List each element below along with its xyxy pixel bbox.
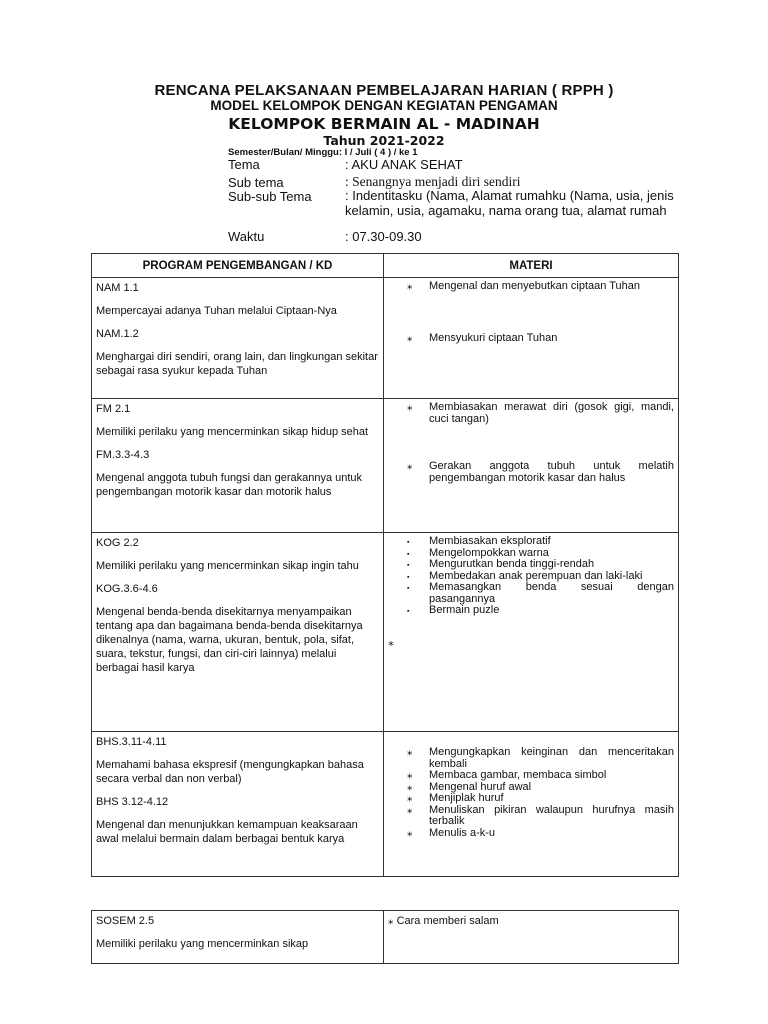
kd-text: Mempercayai adanya Tuhan melalui Ciptaan-Nya bbox=[96, 305, 337, 317]
materi-item: ⁎ Mengenal dan menyebutkan ciptaan Tuhan bbox=[407, 280, 640, 292]
kd-text: Mengenal benda-benda disekitarnya menyampaikan tentang apa dan bagaimana benda-benda disekitarnya dikenalnya (nama, warna, ukuran, bentuk, pola, sifat, suara, tekstur, fungsi, dan ciri-ciri lainnya) melalui berbagai hasil karya bbox=[96, 606, 363, 674]
kd-text: Memiliki perilaku yang mencerminkan sikap bbox=[96, 938, 309, 950]
kd-code: NAM.1.2 bbox=[96, 328, 139, 340]
square-bullet-icon: ▪ bbox=[407, 585, 410, 592]
tema-value: : AKU ANAK SEHAT bbox=[345, 157, 463, 172]
square-bullet-icon: ▪ bbox=[407, 539, 410, 546]
table-row bbox=[92, 911, 679, 964]
rpph-table bbox=[91, 253, 679, 877]
materi-item: ⁎ Mengungkapkan keinginan dan menceritakan kembali bbox=[407, 746, 674, 770]
kd-code: NAM 1.1 bbox=[96, 282, 139, 294]
kd-code: FM.3.3-4.3 bbox=[96, 449, 150, 461]
materi-item: Cara memberi salam bbox=[396, 915, 499, 927]
materi-cell bbox=[384, 533, 679, 732]
kd-code: BHS.3.11-4.11 bbox=[96, 736, 167, 748]
materi-item: ⁎ Membaca gambar, membaca simbol bbox=[407, 769, 607, 781]
materi-item: ⁎ Gerakan anggota tubuh untuk melatih pengembangan motorik kasar dan halus bbox=[407, 460, 674, 484]
materi-item: ▪ Bermain puzle bbox=[407, 604, 500, 616]
materi-cell bbox=[384, 732, 679, 877]
subsubtema-label: Sub-sub Tema bbox=[228, 189, 312, 204]
waktu-label: Waktu bbox=[228, 229, 265, 244]
semester-info: Semester/Bulan/ Minggu: I / Juli ( 4 ) / ke 1 bbox=[228, 147, 418, 158]
materi-cell bbox=[384, 278, 679, 399]
kd-text: Memiliki perilaku yang mencerminkan sikap ingin tahu bbox=[96, 560, 359, 572]
kd-code: SOSEM 2.5 bbox=[96, 915, 155, 927]
star-bullet-icon: ⁎ bbox=[407, 769, 413, 781]
tema-label: Tema bbox=[228, 157, 260, 172]
square-bullet-icon: ▪ bbox=[407, 550, 410, 558]
star-bullet-icon: ⁎ bbox=[407, 803, 413, 816]
kd-text: Mengenal anggota tubuh fungsi dan gerakannya untuk pengembangan motorik kasar dan motorik halus bbox=[96, 472, 363, 498]
star-bullet-icon: ⁎ bbox=[407, 460, 413, 472]
kd-text: Mengenal dan menunjukkan kemampuan keaksaraan awal melalui bermain dalam berbagai bentuk karya bbox=[96, 819, 358, 845]
table-row bbox=[92, 399, 679, 533]
table-row bbox=[92, 533, 679, 732]
subtema-label: Sub tema bbox=[228, 175, 284, 190]
star-bullet-icon: ⁎ bbox=[407, 746, 413, 758]
square-bullet-icon: ▪ bbox=[407, 573, 410, 581]
kd-text: Memahami bahasa ekspresif (mengungkapkan bahasa secara verbal dan non verbal) bbox=[96, 759, 364, 785]
waktu-value: : 07.30-09.30 bbox=[345, 229, 422, 244]
kd-text: Memiliki perilaku yang mencerminkan sikap hidup sehat bbox=[96, 426, 369, 438]
subtema-value: : Senangnya menjadi diri sendiri bbox=[345, 174, 521, 189]
model-subtitle: MODEL KELOMPOK DENGAN KEGIATAN PENGAMAN bbox=[210, 98, 558, 113]
materi-item: ⁎ Menulis a-k-u bbox=[407, 826, 496, 839]
rpph-table-continued bbox=[91, 910, 679, 964]
star-bullet-icon: ⁎ bbox=[407, 331, 413, 344]
materi-item: ⁎ Menuliskan pikiran walaupun hurufnya masih terbalik bbox=[407, 803, 674, 827]
materi-item: ⁎ Membiasakan merawat diri (gosok gigi, mandi, cuci tangan) bbox=[407, 401, 674, 425]
table-header-row bbox=[92, 254, 679, 278]
header-program: PROGRAM PENGEMBANGAN / KD bbox=[92, 254, 384, 278]
table-row bbox=[92, 278, 679, 399]
materi-item: ▪ Membiasakan eksploratif bbox=[407, 535, 551, 547]
materi-item: ⁎ Mensyukuri ciptaan Tuhan bbox=[407, 331, 558, 344]
materi-item: ▪ Memasangkan benda sesuai dengan pasangannya bbox=[407, 581, 674, 605]
star-bullet-icon: ⁎ bbox=[407, 280, 413, 292]
materi-item: ▪ Mengelompokkan warna bbox=[407, 546, 549, 559]
star-bullet-icon: ⁎ bbox=[388, 915, 394, 927]
square-bullet-icon: ▪ bbox=[407, 608, 410, 615]
kd-code: BHS 3.12-4.12 bbox=[96, 796, 169, 808]
kd-code: FM 2.1 bbox=[96, 403, 131, 415]
subsubtema-value: : Indentitasku (Nama, Alamat rumahku (Nama, usia, jenis kelamin, usia, agamaku, nama orang tua, alamat rumah bbox=[345, 188, 674, 218]
header-materi: MATERI bbox=[384, 254, 679, 278]
kd-cell bbox=[92, 732, 384, 877]
kd-text: Menghargai diri sendiri, orang lain, dan lingkungan sekitar sebagai rasa syukur kepada Tuhan bbox=[96, 351, 378, 377]
school-year: Tahun 2021-2022 bbox=[323, 133, 445, 148]
materi-cell bbox=[384, 399, 679, 533]
group-name: KELOMPOK BERMAIN AL - MADINAH bbox=[228, 115, 540, 133]
table-row bbox=[92, 732, 679, 877]
materi-cell bbox=[384, 911, 679, 964]
kd-code: KOG 2.2 bbox=[96, 537, 139, 549]
materi-item: ▪ Membedakan anak perempuan dan laki-laki bbox=[407, 569, 643, 582]
document-title: RENCANA PELAKSANAAN PEMBELAJARAN HARIAN ( RPPH ) bbox=[154, 82, 614, 99]
star-bullet-icon: ⁎ bbox=[407, 826, 413, 839]
kd-code: KOG.3.6-4.6 bbox=[96, 583, 158, 595]
materi-item: ⁎ Mengenal huruf awal bbox=[407, 780, 532, 793]
kd-cell bbox=[92, 278, 384, 399]
kd-cell bbox=[92, 911, 384, 964]
materi-item: ▪ Mengurutkan benda tinggi-rendah bbox=[407, 558, 595, 570]
kd-cell bbox=[92, 399, 384, 533]
square-bullet-icon: ▪ bbox=[407, 562, 410, 569]
star-bullet-icon: ⁎ bbox=[388, 634, 394, 649]
kd-cell bbox=[92, 533, 384, 732]
star-bullet-icon: ⁎ bbox=[407, 401, 413, 413]
materi-item: ⁎ Menjiplak huruf bbox=[407, 792, 504, 804]
star-bullet-icon: ⁎ bbox=[407, 780, 413, 793]
star-bullet-icon: ⁎ bbox=[407, 792, 413, 804]
